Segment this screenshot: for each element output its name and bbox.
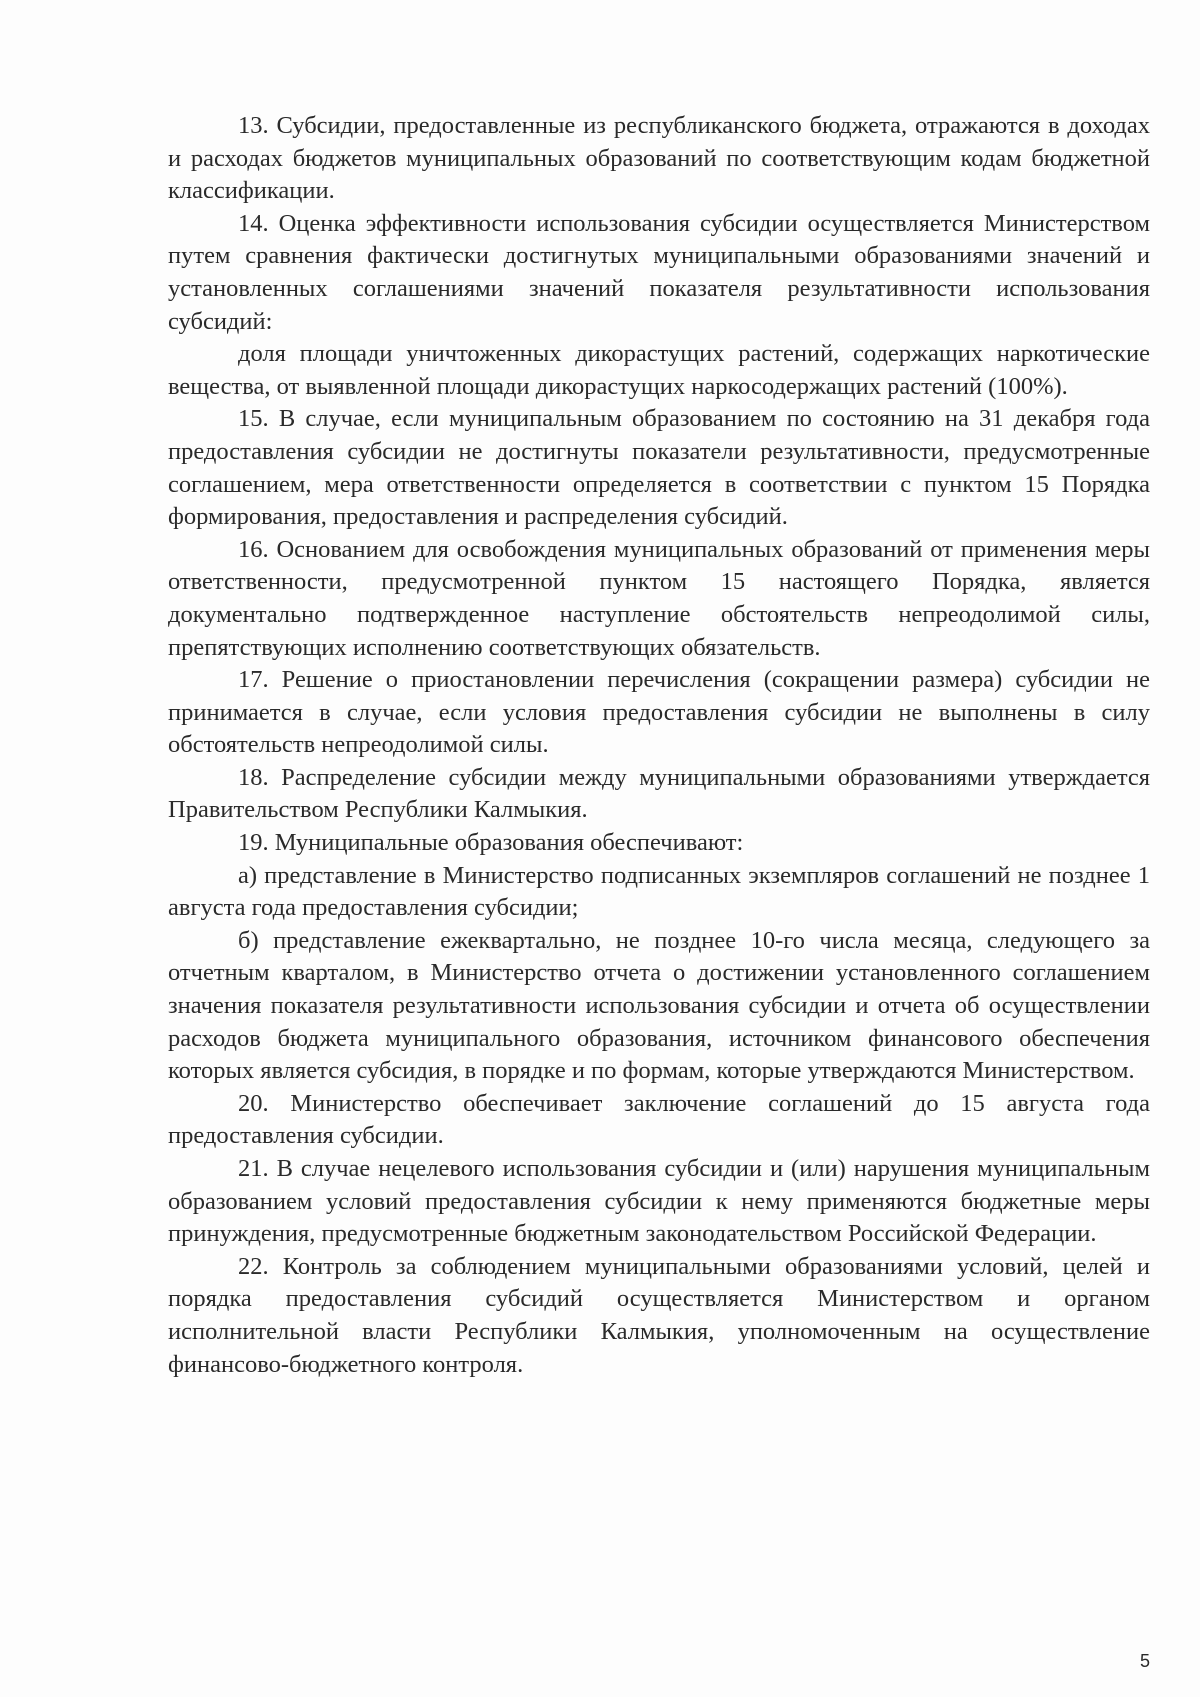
- paragraph-19: 19. Муниципальные образования обеспечивают:: [238, 829, 744, 857]
- paragraph-21: 21. В случае нецелевого использования субсидии и (или) нарушения муниципальным образованием условий предоставления субсидии к нему применяются бюджетные меры принуждения, предусмотренные бюджетным законодательством Российской Федерации.: [168, 1155, 1150, 1248]
- paragraph-19-b: б) представление ежеквартально, не позднее 10-го числа месяца, следующего за отчетным кварталом, в Министерство отчета о достижении установленного соглашением значения показателя результативности использования субсидии и отчета об осуществлении расходов бюджета муниципального образования, источником финансового обеспечения которых является субсидия, в порядке и по формам, которые утверждаются Министерством.: [168, 926, 1150, 1085]
- paragraph-14: 14. Оценка эффективности использования субсидии осуществляется Министерством путем сравнения фактически достигнутых муниципальными образованиями значений и установленных соглашениями значений показателя результативности использования субсидий:: [168, 209, 1150, 335]
- paragraph-15: 15. В случае, если муниципальным образованием по состоянию на 31 декабря года предоставления субсидии не достигнуты показатели результативности, предусмотренные соглашением, мера ответственности определяется в соответствии с пунктом 15 Порядка формирования, предоставления и распределения субсидий.: [168, 405, 1150, 531]
- document-body: [168, 110, 1150, 1381]
- paragraph-17: 17. Решение о приостановлении перечисления (сокращении размера) субсидии не принимается в случае, если условия предоставления субсидии не выполнены в силу обстоятельств непреодолимой силы.: [168, 666, 1150, 759]
- paragraph-13: 13. Субсидии, предоставленные из республиканского бюджета, отражаются в доходах и расходах бюджетов муниципальных образований по соответствующим кодам бюджетной классификации.: [168, 112, 1150, 205]
- paragraph-16: 16. Основанием для освобождения муниципальных образований от применения меры ответственности, предусмотренной пунктом 15 настоящего Порядка, является документально подтвержденное наступление обстоятельств непреодолимой силы, препятствующих исполнению соответствующих обязательств.: [168, 535, 1150, 661]
- paragraph-18: 18. Распределение субсидии между муниципальными образованиями утверждается Правительством Республики Калмыкия.: [168, 763, 1150, 824]
- paragraph-19-a: а) представление в Министерство подписанных экземпляров соглашений не позднее 1 августа года предоставления субсидии;: [168, 861, 1150, 922]
- page-number: 5: [1139, 1651, 1150, 1671]
- paragraph-20: 20. Министерство обеспечивает заключение соглашений до 15 августа года предоставления субсидии.: [168, 1089, 1150, 1150]
- paragraph-22: 22. Контроль за соблюдением муниципальными образованиями условий, целей и порядка предоставления субсидий осуществляется Министерством и органом исполнительной власти Республики Калмыкия, уполномоченным на осуществление финансово-бюджетного контроля.: [168, 1252, 1150, 1378]
- paragraph-14-indicator: доля площади уничтоженных дикорастущих растений, содержащих наркотические вещества, от выявленной площади дикорастущих наркосодержащих растений (100%).: [168, 340, 1150, 400]
